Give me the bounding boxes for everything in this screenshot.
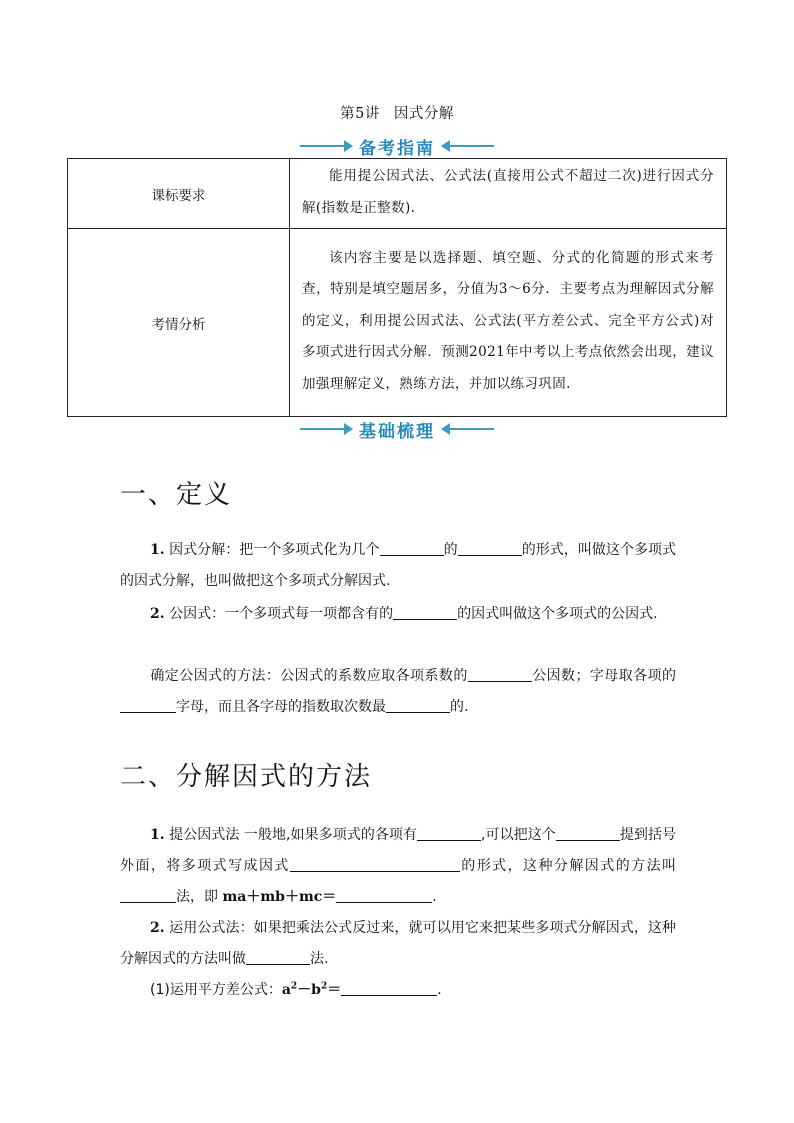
banner-line-left [300, 145, 344, 147]
common-factor-method: 确定公因式的方法：公因式的系数应取各项系数的 公因数；字母取各项的字母，而且各字母的指数取次数最 的. [120, 661, 676, 723]
table-content: 该内容主要是以选择题、填空题、分式的化简题的形式来考查，特别是填空题居多，分值为3～6分．主要考点为理解因式分解的定义，利用提公因式法、公式法(平方差公式、完全平方公式)对多项式进行因式分解．预测2021年中考以上考点依然会出现，建议加强理解定义，熟练方法，并加以练习巩固. [290, 229, 727, 417]
arrow-right-icon [344, 423, 353, 435]
answer-blank[interactable] [417, 826, 481, 841]
answer-blank[interactable] [386, 698, 450, 713]
answer-blank[interactable] [120, 888, 176, 903]
answer-blank[interactable] [468, 667, 532, 682]
lesson-number: 第5讲 [340, 106, 380, 122]
lesson-topic: 因式分解 [393, 106, 454, 122]
table-row [68, 159, 727, 229]
method-formula: 2. 运用公式法：如果把乘法公式反过来，就可以用它来把某些多项式分解因式，这种分解因式的方法叫做 法. [120, 920, 677, 967]
answer-blank[interactable] [120, 698, 176, 713]
arrow-right-icon [344, 140, 353, 152]
answer-blank[interactable] [393, 605, 457, 620]
banner-line-right [450, 145, 494, 147]
answer-blank[interactable] [336, 888, 432, 903]
section-heading-methods: 二、分解因式的方法 [120, 762, 373, 792]
banner-line-left [300, 428, 344, 430]
answer-blank[interactable] [246, 950, 310, 965]
arrow-left-icon [441, 423, 450, 435]
banner-basics [0, 415, 794, 442]
definition-common-factor: 2. 公因式：一个多项式每一项都含有的 的因式叫做这个多项式的公因式. [150, 606, 658, 622]
table-label: 考情分析 [68, 229, 290, 417]
table-label: 课标要求 [68, 159, 290, 229]
method-common-factor: 1. 提公因式法 一般地,如果多项式的各项有 ,可以把这个 提到括号外面，将多项式写成因式 的形式，这种分解因式的方法叫法，即 ma＋mb＋mc＝ . [120, 827, 677, 905]
requirements-table [67, 158, 727, 417]
answer-blank[interactable] [290, 857, 460, 872]
section-heading-definition: 一、定义 [120, 480, 233, 510]
answer-blank[interactable] [380, 541, 444, 556]
banner-line-right [450, 428, 494, 430]
answer-blank[interactable] [556, 826, 620, 841]
answer-blank[interactable] [458, 541, 522, 556]
arrow-left-icon [441, 140, 450, 152]
banner-basics-text: 基础梳理 [359, 421, 435, 442]
page-title [0, 102, 794, 123]
banner-guide-text: 备考指南 [359, 138, 435, 159]
answer-blank[interactable] [341, 981, 437, 996]
table-content: 能用提公因式法、公式法(直接用公式不超过二次)进行因式分解(指数是正整数). [290, 159, 727, 229]
definition-factorization: 1. 因式分解：把一个多项式化为几个 的 的形式，叫做这个多项式的因式分解，也叫做把这个多项式分解因式. [120, 542, 677, 589]
table-row [68, 229, 727, 417]
method-difference-of-squares: (1)运用平方差公式：$a^2-b^2=$ . [150, 981, 442, 998]
banner-guide [0, 132, 794, 159]
